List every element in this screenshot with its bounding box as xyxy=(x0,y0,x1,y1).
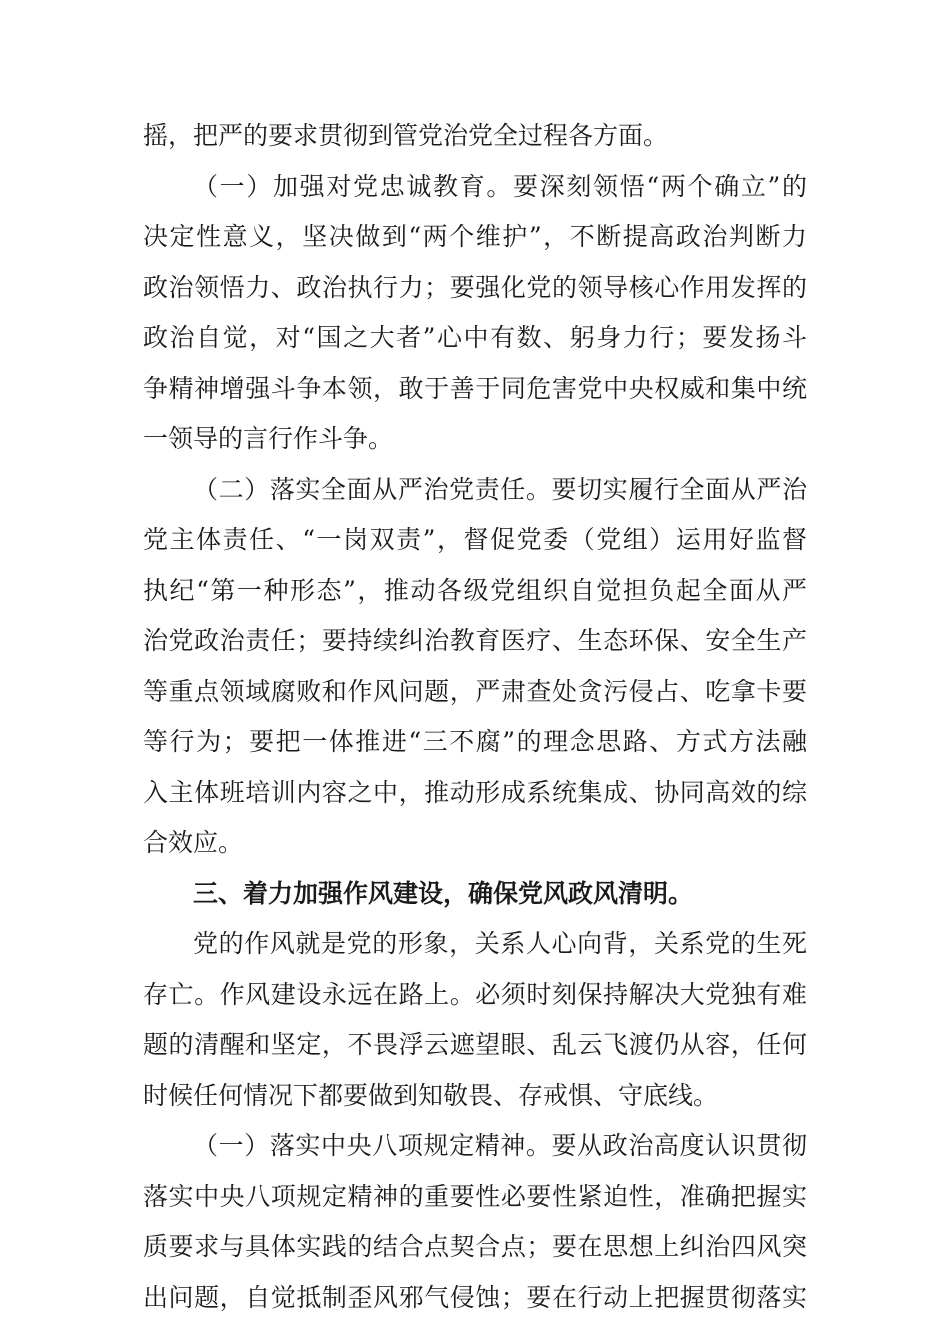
subsection-1-2-first-line: （二）落实全面从严治党责任。要切实履行全面从严治 xyxy=(193,475,807,504)
text-line: 党主体责任、“一岗双责”，督促党委（党组）运用好监督 xyxy=(143,525,807,554)
section-heading: 三、着力加强作风建设，确保党风政风清明。 xyxy=(193,879,694,908)
text-line: 治党政治责任；要持续纠治教育医疗、生态环保、安全生产 xyxy=(143,626,807,655)
text-line: 政治领悟力、政治执行力；要强化党的领导核心作用发挥的 xyxy=(143,273,807,302)
paragraph-first-line: 党的作风就是党的形象，关系人心向背，关系党的生死 xyxy=(193,929,807,958)
text-line-continuation: 摇，把严的要求贯彻到管党治党全过程各方面。 xyxy=(143,121,669,150)
text-line: 争精神增强斗争本领，敢于善于同危害党中央权威和集中统 xyxy=(143,374,807,403)
text-line: 执纪“第一种形态”，推动各级党组织自觉担负起全面从严 xyxy=(143,576,807,605)
text-line: 决定性意义，坚决做到“两个维护”，不断提高政治判断力 xyxy=(143,222,807,251)
text-line: 合效应。 xyxy=(143,828,244,857)
text-line: 题的清醒和坚定，不畏浮云遮望眼、乱云飞渡仍从容，任何 xyxy=(143,1030,807,1059)
text-line: 存亡。作风建设永远在路上。必须时刻保持解决大党独有难 xyxy=(143,980,807,1009)
text-line: 入主体班培训内容之中，推动形成系统集成、协同高效的综 xyxy=(143,778,807,807)
subsection-1-1-first-line: （一）加强对党忠诚教育。要深刻领悟“两个确立”的 xyxy=(193,172,807,201)
text-line: 等行为；要把一体推进“三不腐”的理念思路、方式方法融 xyxy=(143,727,807,756)
text-line: 落实中央八项规定精神的重要性必要性紧迫性，准确把握实 xyxy=(143,1182,807,1211)
subsection-3-1-first-line: （一）落实中央八项规定精神。要从政治高度认识贯彻 xyxy=(193,1131,807,1160)
text-line: 等重点领域腐败和作风问题，严肃查处贪污侵占、吃拿卡要 xyxy=(143,677,807,706)
text-line: 时候任何情况下都要做到知敬畏、存戒惧、守底线。 xyxy=(143,1081,719,1110)
text-line: 一领导的言行作斗争。 xyxy=(143,424,394,453)
text-line: 政治自觉，对“国之大者”心中有数、躬身力行；要发扬斗 xyxy=(143,323,807,352)
text-line: 出问题，自觉抵制歪风邪气侵蚀；要在行动上把握贯彻落实 xyxy=(143,1283,807,1312)
text-line: 质要求与具体实践的结合点契合点；要在思想上纠治四风突 xyxy=(143,1232,807,1261)
